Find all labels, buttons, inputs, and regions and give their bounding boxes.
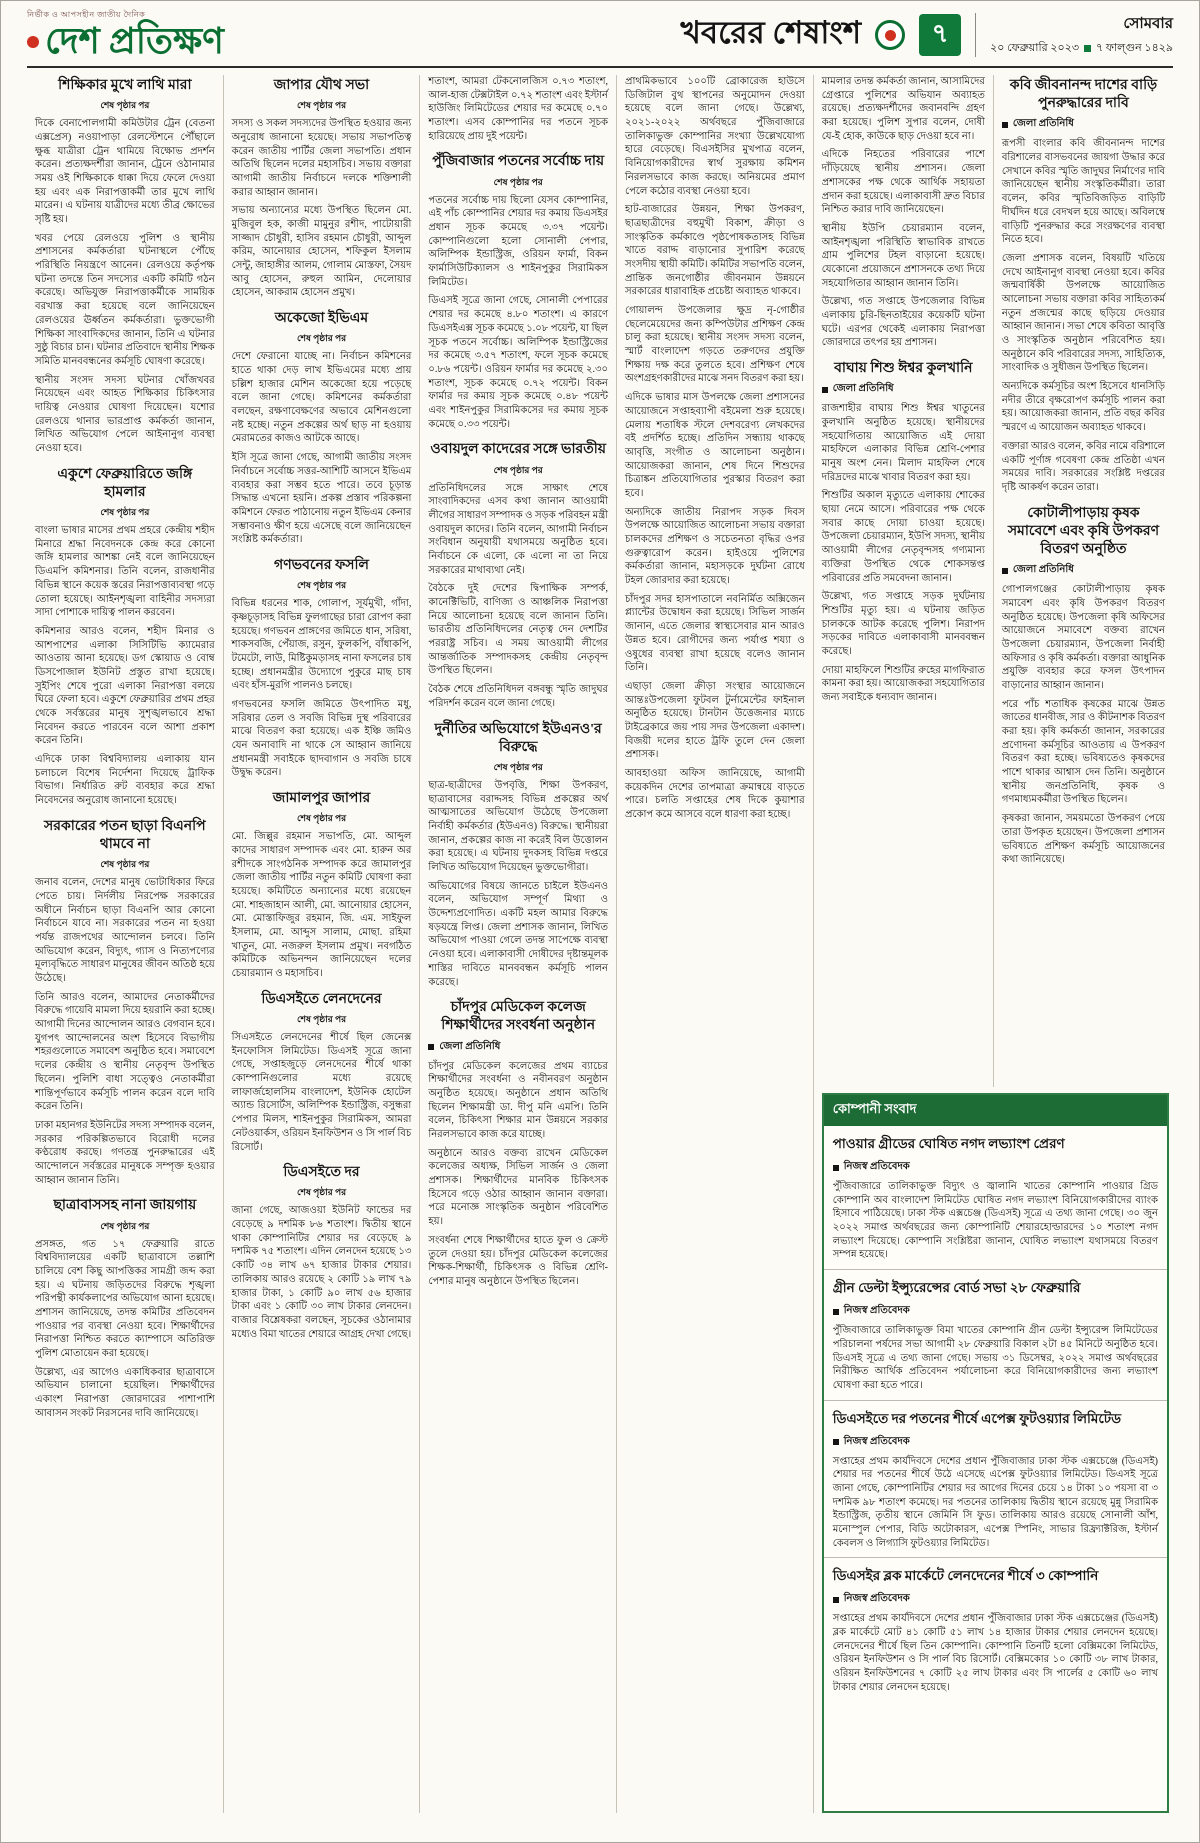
article-paragraph: দোয়া মাহফিলে শিশুটির রুহের মাগফিরাত কামনা করা হয়। আয়োজকরা সহযোগিতার জন্য সবাইকে ধন্যবাদ জানান।: [821, 664, 985, 703]
article: [232, 991, 412, 1154]
article-paragraph: সভায় অন্যান্যের মধ্যে উপস্থিত ছিলেন মো. মুজিবুল হক, কাজী মামুনুর রশীদ, পাটোয়ারী সাজ্জাদ চৌধুরী, হাসিব রহমান চৌধুরী, আব্দুল করিম, আনোয়ার হোসেন, শফিকুল ইসলাম সেন্টু, জাহাঙ্গীর আলম, গোলাম মোস্তফা, সৈয়দ আবু হোসেন, রুহুল আমিন, দেলোয়ার হোসেন, আকরাম হোসেন প্রমুখ।: [231, 205, 412, 299]
article-paragraph: শিশুটির অকাল মৃত্যুতে এলাকায় শোকের ছায়া নেমে আসে। পরিবারের পক্ষ থেকে সবার কাছে দোয়া চাওয়া হয়েছে। উপজেলা চেয়ারম্যান, ইউপি সদস্য, স্থানীয় আওয়ামী লীগের নেতৃবৃন্দসহ গণ্যমান্য ব্যক্তিরা উপস্থিত থেকে শোকসন্তপ্ত পরিবারের প্রতি সমবেদনা জানান।: [821, 490, 985, 584]
article-paragraph: উল্লেখ্য, এর আগেও একাধিকবার ছাত্রাবাসে অভিযান চালানো হয়েছিল। শিক্ষার্থীদের একাংশ নিরাপত্তা জোরদারের পাশাপাশি আবাসন সংকট নিরসনের দাবি জানিয়েছে।: [35, 1366, 215, 1419]
article-paragraph: দেশে ফেরানো যাচ্ছে না। নির্বাচন কমিশনের হাতে থাকা দেড় লাখ ইভিএমের মধ্যে প্রায় চল্লিশ হাজার মেশিন অকেজো হয়ে পড়েছে বলে জানা গেছে। কমিশনের কর্মকর্তারা বলছেন, রক্ষণাবেক্ষণের অভাবে মেশিনগুলো নষ্ট হচ্ছে। নতুন প্রকল্পের অর্থ ছাড় না হওয়ায় মেরামতের কাজও আটকে আছে।: [231, 351, 412, 445]
date-gregorian: ২০ ফেব্রুয়ারি ২০২৩: [990, 42, 1080, 54]
article-paragraph: পরে পাঁচ শতাধিক কৃষকের মাঝে উন্নত জাতের ধানবীজ, সার ও কীটনাশক বিতরণ করা হয়। কৃষি কর্মকর্তা জানান, সরকারের প্রণোদনা কর্মসূচির আওতায় এ উপকরণ বিতরণ করা হচ্ছে। ভবিষ্যতেও কৃষকদের পাশে থাকার আশ্বাস দেন তিনি। অনুষ্ঠানে স্থানীয় জনপ্রতিনিধি, কৃষক ও গণমাধ্যমকর্মীরা উপস্থিত ছিলেন।: [1001, 698, 1166, 806]
byline: [428, 1039, 608, 1056]
article-headline[interactable]: ছাত্রাবাসসহ নানা জায়গায়: [53, 1198, 197, 1214]
article: [824, 1269, 1167, 1399]
article-paragraph: ঢাকা মহানগর ইউনিটের সদস্য সম্পাদক বলেন, সরকার পরিকল্পিতভাবে বিরোধী দলের কণ্ঠরোধ করছে। গণতন্ত্র পুনরুদ্ধারের এই আন্দোলনে সর্বস্তরের মানুষকে সম্পৃক্ত হওয়ার আহ্বান জানান তিনি।: [35, 1119, 215, 1186]
news-column-3: [419, 75, 616, 1813]
article: [232, 790, 412, 981]
company-news-header: কোম্পানী সংবাদ: [824, 1095, 1167, 1126]
news-column-5: [814, 75, 993, 1087]
article-paragraph: বাংলা ভাষার মাসের প্রথম প্রহরে কেন্দ্রীয় শহীদ মিনারে শ্রদ্ধা নিবেদনকে কেন্দ্র করে কোনো জঙ্গি হামলার আশঙ্কা নেই বলে জানিয়েছেন ডিএমপি কমিশনার। তিনি বলেন, রাজধানীর বিভিন্ন স্থানে কয়েক স্তরের নিরাপত্তাব্যবস্থা গড়ে তোলা হয়েছে। আইনশৃঙ্খলা বাহিনীর সদস্যরা সাদা পোশাকে দায়িত্ব পালন করবেন।: [35, 525, 215, 619]
article-paragraph: বৈঠকে দুই দেশের দ্বিপাক্ষিক সম্পর্ক, কানেক্টিভিটি, বাণিজ্য ও আঞ্চলিক নিরাপত্তা নিয়ে আলোচনা হয়েছে বলে জানান তিনি। ভারতীয় প্রতিনিধিদলের নেতৃত্ব দেন দেশটির পররাষ্ট্র সচিব। এ সময় আওয়ামী লীগের আন্তর্জাতিক সম্পাদকসহ কেন্দ্রীয় নেতৃবৃন্দ উপস্থিত ছিলেন।: [428, 583, 609, 677]
byline: [822, 381, 985, 398]
article-headline[interactable]: দুর্নীতির অভিযোগে ইউএনও'র বিরুদ্ধে: [434, 721, 602, 755]
article-paragraph: রাজশাহীর বাঘায় শিশু ঈশ্বর খাতুনের কুলখানি অনুষ্ঠিত হয়েছে। স্থানীয়দের সহযোগিতায় আয়োজিত এই দোয়া মাহফিলে এলাকার বিভিন্ন শ্রেণি-পেশার মানুষ অংশ নেন। মিলাদ মাহফিল শেষে দরিদ্রদের মাঝে খাবার বিতরণ করা হয়।: [821, 403, 985, 483]
byline-text: নিজস্ব প্রতিবেদক: [843, 1435, 910, 1447]
article-headline[interactable]: সরকারের পতন ছাড়া বিএনপি থামবে না: [44, 818, 206, 852]
article-paragraph: বিভিন্ন ধরনের শাক, গোলাপ, সূর্যমুখী, গাঁদা, কৃষ্ণচূড়াসহ বিভিন্ন ফুলগাছের চারা রোপণ করা হয়েছে। গণভবন প্রাঙ্গণের জমিতে ধান, সরিষা, শাকসবজি, পেঁয়াজ, রসুন, ফুলকপি, বাঁধাকপি, টমেটো, লাউ, মিষ্টিকুমড়াসহ নানা ফসলের চাষ হচ্ছে। প্রধানমন্ত্রীর উদ্যোগে পুকুরে মাছ চাষ এবং হাঁস-মুরগি পালনও চলছে।: [231, 598, 412, 692]
byline-text: নিজস্ব প্রতিবেদক: [843, 1161, 910, 1172]
article-headline[interactable]: একুশে ফেব্রুয়ারিতে জঙ্গি হামলার: [57, 466, 193, 500]
continued-from-label: শেষ পৃষ্ঠার পর: [100, 100, 150, 111]
article-headline[interactable]: বাঘায় শিশু ঈশ্বর কুলখানি: [834, 361, 973, 377]
article-paragraph: মো. জিল্লুর রহমান সভাপতি, মো. আব্দুল কাদের সাধারণ সম্পাদক এবং মো. হারুন অর রশীদকে সাংগঠনিক সম্পাদক করে জামালপুর জেলা জাতীয় পার্টির নতুন কমিটি ঘোষণা করা হয়েছে। কমিটিতে অন্যান্যের মধ্যে রয়েছেন মো. শাহজাহান আলী, মো. আনোয়ার হোসেন, মো. মোস্তাফিজুর রহমান, জি. এম. সাইফুল ইসলাম, মো. আব্দুস সালাম, মোছা. রহিমা খাতুন, মো. নজরুল ইসলাম প্রমুখ। নবগঠিত কমিটিকে অভিনন্দন জানিয়েছেন দলের চেয়ারম্যান ও মহাসচিব।: [231, 831, 412, 980]
company-news-box: [822, 1093, 1169, 1813]
article-paragraph: প্রসঙ্গত, গত ১৭ ফেব্রুয়ারি রাতে বিশ্ববিদ্যালয়ের একটি ছাত্রাবাসে তল্লাশি চালিয়ে বেশ কিছু আপত্তিকর সামগ্রী জব্দ করা হয়। এ ঘটনায় জড়িতদের বিরুদ্ধে শৃঙ্খলা পরিপন্থী কার্যকলাপের অভিযোগ আনা হয়েছে। প্রশাসন জানিয়েছে, তদন্ত কমিটির প্রতিবেদন পাওয়ার পর ব্যবস্থা নেওয়া হবে। শিক্ষার্থীদের নিরাপত্তা নিশ্চিত করতে ক্যাম্পাসে অতিরিক্ত পুলিশ মোতায়েন করা হয়েছে।: [35, 1238, 215, 1359]
article: [428, 153, 608, 431]
article-paragraph: পুঁজিবাজারে তালিকাভুক্ত বিমা খাতের কোম্পানি গ্রীন ডেল্টা ইন্স্যুরেন্স লিমিটেডের পরিচালনা পর্ষদের সভা আগামী ২৮ ফেব্রুয়ারি বিকাল ২টা ৪৫ মিনিটে অনুষ্ঠিত হবে। ডিএসই সূত্রে এ তথ্য জানা গেছে। সভায় ৩১ ডিসেম্বর, ২০২২ সমাপ্ত অর্থবছরের নিরীক্ষিত আর্থিক প্রতিবেদন পর্যালোচনা করে বিনিয়োগকারীদের জন্য লভ্যাংশ ঘোষণা করা হতে পারে।: [832, 1325, 1159, 1391]
article: [822, 75, 985, 350]
byline-bullet-icon: [833, 1165, 839, 1171]
article-paragraph: এদিকে ভাষার মাস উপলক্ষে জেলা প্রশাসনের আয়োজনে সপ্তাহব্যাপী বইমেলা শুরু হয়েছে। মেলায় শতাধিক স্টলে দেশবরেণ্য লেখকদের বই প্রদর্শিত হচ্ছে। প্রতিদিন সন্ধ্যায় থাকছে আবৃত্তি, সংগীত ও আলোচনা অনুষ্ঠান। আয়োজকরা জানান, শেষ দিনে শিশুদের চিত্রাঙ্কন প্রতিযোগিতার পুরস্কার বিতরণ করা হবে।: [625, 392, 805, 499]
article: [35, 818, 215, 1188]
article-headline[interactable]: শিক্ষিকার মুখে লাথি মারা: [58, 78, 192, 93]
article-paragraph: সদস্য ও সকল সদস্যদের উপস্থিত হওয়ার জন্য অনুরোধ জানানো হয়েছে। সভায় সভাপতিত্ব করেন জাতীয় পার্টির জেলা সভাপতি। প্রধান অতিথি ছিলেন দলের মহাসচিব। সভায় বক্তারা আগামী জাতীয় নির্বাচনে দলকে শক্তিশালী করার আহ্বান জানান।: [231, 118, 412, 198]
masthead-rule: [27, 66, 1173, 68]
article-headline[interactable]: জামালপুর জাপার: [272, 791, 371, 807]
byline-bullet-icon: [1002, 568, 1008, 574]
article-paragraph: কমিশনার আরও বলেন, শহীদ মিনার ও আশপাশের এলাকা সিসিটিভি ক্যামেরার আওতায় আনা হয়েছে। ডগ স্কোয়াড ও বোম্ব ডিসপোজাল ইউনিট প্রস্তুত রাখা হয়েছে। সুইপিং শেষে পুরো এলাকা নিরাপত্তা বলয়ে ঘিরে ফেলা হবে। একুশে ফেব্রুয়ারির প্রথম প্রহর থেকে সর্বস্তরের মানুষ সুশৃঙ্খলভাবে শ্রদ্ধা নিবেদন করতে পারবেন বলে আশা প্রকাশ করেন তিনি।: [35, 625, 215, 747]
article-paragraph: পুঁজিবাজারে তালিকাভুক্ত বিদ্যুৎ ও জ্বালানি খাতের কোম্পানি পাওয়ার গ্রিড কোম্পানি অব বাংলাদেশ লিমিটেড ঘোষিত নগদ লভ্যাংশ বিনিয়োগকারীদের ব্যাংক হিসাবে পাঠিয়েছে। ঢাকা স্টক এক্সচেঞ্জ (ডিএসই) সূত্রে এ তথ্য জানা গেছে। ৩০ জুন ২০২২ সমাপ্ত অর্থবছরের জন্য কোম্পানিটি শেয়ারহোল্ডারদের ১০ শতাংশ নগদ লভ্যাংশ দিয়েছে। কোম্পানি সংশ্লিষ্টরা জানান, ঘোষিত লভ্যাংশ যথাসময়ে বিতরণ সম্পন্ন হয়েছে।: [832, 1181, 1159, 1261]
company-articles: [824, 1126, 1167, 1702]
article-paragraph: গোপালগঞ্জের কোটালীপাড়ায় কৃষক সমাবেশ এবং কৃষি উপকরণ বিতরণ অনুষ্ঠিত হয়েছে। উপজেলা কৃষি অফিসের আয়োজনে সমাবেশে বক্তব্য রাখেন উপজেলা চেয়ারম্যান, উপজেলা নির্বাহী অফিসার ও কৃষি কর্মকর্তা। বক্তারা আধুনিক প্রযুক্তি ব্যবহার করে ফসল উৎপাদন বাড়ানোর আহ্বান জানান।: [1001, 584, 1166, 691]
article: [35, 466, 215, 808]
article-paragraph: প্রাথমিকভাবে ১০০টি ব্রোকারেজ হাউসে ডিজিটাল বুথ স্থাপনের অনুমোদন দেওয়া হয়েছে বলে জানা গেছে। উল্লেখ্য, ২০২১-২০২২ অর্থবছরে পুঁজিবাজারে তালিকাভুক্ত কোম্পানির সংখ্যা উল্লেখযোগ্য হারে বেড়েছে। বিএসইসির মুখপাত্র বলেন, বিনিয়োগকারীদের স্বার্থ সুরক্ষায় কমিশন নিরলসভাবে কাজ করছে। অনিয়মের প্রমাণ পেলে কঠোর ব্যবস্থা নেওয়া হবে।: [625, 76, 805, 197]
article: [232, 310, 412, 547]
news-column-1: [27, 75, 223, 1813]
continued-from-label: শেষ পৃষ্ঠার পর: [493, 464, 543, 475]
paper-name: দেশ প্রতিক্ষণ: [45, 21, 224, 62]
article: [428, 75, 608, 143]
page-number-badge: ৭: [919, 14, 961, 56]
date-bengali: ৭ ফাল্গুন ১৪২৯: [1096, 42, 1173, 54]
continued-from-label: শেষ পৃষ্ঠার পর: [296, 100, 347, 111]
section-emblem-icon: [875, 20, 905, 50]
weekday-label: সোমবার: [1123, 16, 1173, 32]
article-paragraph: সপ্তাহের প্রথম কার্যদিবসে দেশের প্রধান পুঁজিবাজার ঢাকা স্টক এক্সচেঞ্জে (ডিএসই) শেয়ার দর পতনের শীর্ষে উঠে এসেছে এপেক্স ফুটওয়্যার লিমিটেড। ডিএসই সূত্রে জানা গেছে, কোম্পানিটির শেয়ার দর আগের দিনের চেয়ে ১৪ টাকা ১০ পয়সা বা ৩ দশমিক ৯৮ শতাংশ কমেছে। দর পতনের তালিকায় দ্বিতীয় স্থানে রয়েছে মুন্নু সিরামিক ইন্ডাস্ট্রিজ, তৃতীয় স্থানে জেমিনি সি ফুড। তালিকায় আরও রয়েছে সোনালী আঁশ, মনোস্পুল পেপার, বিডি অটোকারস, এপেক্স স্পিনিং, সাভার রিফ্র্যাক্টরিজ, ইস্টার্ন কেবলস ও লিগ্যাসি ফুটওয়্যার লিমিটেড।: [832, 1455, 1159, 1549]
article: [35, 77, 215, 456]
article-headline[interactable]: ডিএসইতে দর: [283, 1165, 360, 1181]
section-title: খবরের শেষাংশ: [680, 15, 862, 50]
article: [428, 999, 608, 1288]
byline-bullet-icon: [428, 1044, 434, 1050]
masthead: [27, 9, 1173, 61]
article-paragraph: বৈঠক শেষে প্রতিনিধিদল বঙ্গবন্ধু স্মৃতি জাদুঘর পরিদর্শন করেন বলে জানা গেছে।: [428, 684, 609, 709]
article-paragraph: গোয়ালন্দ উপজেলার ক্ষুদ্র নৃ-গোষ্ঠীর ছেলেমেয়েদের জন্য কম্পিউটার প্রশিক্ষণ কেন্দ্র চালু করা হয়েছে। স্থানীয় সংসদ সদস্য বলেন, স্মার্ট বাংলাদেশ গড়তে তরুণদের প্রযুক্তি শিক্ষায় দক্ষ করে তুলতে হবে। প্রশিক্ষণ শেষে অংশগ্রহণকারীদের মাঝে সনদ বিতরণ করা হয়।: [625, 305, 805, 385]
article-paragraph: সিএসইতে লেনদেনের শীর্ষে ছিল জেনেক্স ইনফোসিস লিমিটেড। ডিএসই সূত্রে জানা গেছে, সপ্তাহজুড়ে লেনদেনের শীর্ষে থাকা কোম্পানিগুলোর মধ্যে রয়েছে লাফার্জহোলসিম বাংলাদেশ, ইউনিক হোটেল অ্যান্ড রিসোর্টস, অলিম্পিক ইন্ডাস্ট্রিজ, বসুন্ধরা পেপার মিলস, শাইনপুকুর সিরামিকস, আমরা নেটওয়ার্কস, ওরিয়ন ইনফিউশন ও সি পার্ল বিচ রিসোর্ট।: [231, 1032, 412, 1153]
article-paragraph: আবহাওয়া অফিস জানিয়েছে, আগামী কয়েকদিন দেশের তাপমাত্রা ক্রমান্বয়ে বাড়তে পারে। চলতি সপ্তাহের শেষ দিকে কুয়াশার প্রকোপ কমে আসবে বলে ধারণা করা হচ্ছে।: [625, 768, 805, 821]
article-paragraph: কৃষকরা জানান, সময়মতো উপকরণ পেয়ে তারা উপকৃত হয়েছেন। উপজেলা প্রশাসন ভবিষ্যতে প্রশিক্ষণ কর্মসূচি আয়োজনের কথা জানিয়েছে।: [1001, 813, 1166, 866]
byline: [833, 1434, 1158, 1451]
article-paragraph: স্থানীয় ইউপি চেয়ারম্যান বলেন, আইনশৃঙ্খলা পরিস্থিতি স্বাভাবিক রাখতে গ্রাম পুলিশের টহল বাড়ানো হয়েছে। যেকোনো প্রয়োজনে প্রশাসনকে তথ্য দিয়ে সহযোগিতার আহ্বান জানান তিনি।: [821, 222, 985, 289]
article-paragraph: অনুষ্ঠানে আরও বক্তব্য রাখেন মেডিকেল কলেজের অধ্যক্ষ, সিভিল সার্জন ও জেলা প্রশাসক। শিক্ষার্থীদের মানবিক চিকিৎসক হিসেবে গড়ে ওঠার আহ্বান জানান বক্তারা। পরে মনোজ্ঞ সাংস্কৃতিক অনুষ্ঠান পরিবেশিত হয়।: [428, 1147, 609, 1228]
article-paragraph: এদিকে ঢাকা বিশ্ববিদ্যালয় এলাকায় যান চলাচলে বিশেষ নির্দেশনা দিয়েছে ট্রাফিক বিভাগ। নির্ধারিত রুট ব্যবহার করে শ্রদ্ধা নিবেদনের অনুরোধ জানানো হয়েছে।: [35, 754, 215, 807]
continued-from-label: শেষ পৃষ্ঠার পর: [296, 580, 347, 591]
byline-text: জেলা প্রতিনিধি: [832, 383, 894, 395]
article-paragraph: ইসি সূত্রে জানা গেছে, আগামী জাতীয় সংসদ নির্বাচনে সর্বোচ্চ সত্তর-আশিটি আসনে ইভিএম ব্যবহার করা সম্ভব হতে পারে। তবে চূড়ান্ত সিদ্ধান্ত এখনো হয়নি। প্রকল্প প্রস্তাব পরিকল্পনা কমিশনে ফেরত পাঠানোয় নতুন ইভিএম কেনার সম্ভাবনাও ক্ষীণ হয়ে এসেছে বলে জানিয়েছেন সংশ্লিষ্ট কর্মকর্তারা।: [231, 452, 412, 546]
article-headline[interactable]: জাপার যৌথ সভা: [273, 78, 370, 93]
byline: [833, 1303, 1158, 1320]
paper-tagline: নির্ভীক ও আপসহীন জাতীয় দৈনিক: [27, 10, 146, 20]
byline: [833, 1591, 1158, 1608]
article-paragraph: অন্যদিকে জাতীয় নিরাপদ সড়ক দিবস উপলক্ষে আয়োজিত আলোচনা সভায় বক্তারা চালকদের প্রশিক্ষণ ও সচেতনতা বৃদ্ধির ওপর গুরুত্বারোপ করেন। হাইওয়ে পুলিশের কর্মকর্তারা জানান, মহাসড়কে দুর্ঘটনা রোধে টহল জোরদার করা হয়েছে।: [625, 506, 805, 587]
article: [822, 360, 985, 705]
article-paragraph: রূপসী বাংলার কবি জীবনানন্দ দাশের বরিশালের বাসভবনের জায়গা উদ্ধার করে সেখানে কবির স্মৃতি জাদুঘর নির্মাণের দাবি জানিয়েছেন স্থানীয় সংস্কৃতিকর্মীরা। তারা বলেন, কবির স্মৃতিবিজড়িত বাড়িটি দীর্ঘদিন ধরে বেদখল হয়ে আছে। অবিলম্বে বাড়িটি পুনরুদ্ধার করে সংরক্ষণের ব্যবস্থা নিতে হবে।: [1001, 138, 1166, 246]
article: [1002, 77, 1165, 495]
article-headline[interactable]: গ্রীন ডেল্টা ইন্স্যুরেন্সের বোর্ড সভা ২৮ ফেব্রুয়ারি: [832, 1280, 1081, 1296]
content-area: [27, 75, 1173, 1813]
byline: [833, 1159, 1158, 1176]
article-paragraph: স্থানীয় সংসদ সদস্য ঘটনার খোঁজখবর নিয়েছেন এবং আহত শিক্ষিকার চিকিৎসার দায়িত্ব নেওয়ার ঘোষণা দিয়েছেন। যশোর রেলওয়ে থানার ভারপ্রাপ্ত কর্মকর্তা জানান, লিখিত অভিযোগ পেলে আইনানুগ ব্যবস্থা নেওয়া হবে।: [35, 374, 215, 454]
byline-bullet-icon: [833, 1439, 839, 1445]
article: [1002, 505, 1165, 867]
byline-text: নিজস্ব প্রতিবেদক: [843, 1305, 910, 1317]
article-paragraph: অন্যদিকে কর্মসূচির অংশ হিসেবে ধানসিড়ি নদীর তীরে বৃক্ষরোপণ কর্মসূচি পালন করা হয়। আয়োজকরা জানান, প্রতি বছর কবির স্মরণে এ আয়োজন অব্যাহত থাকবে।: [1001, 381, 1166, 434]
article: [232, 77, 412, 300]
right-columns: [814, 75, 1173, 1087]
right-section: [813, 75, 1173, 1813]
byline-text: জেলা প্রতিনিধি: [1012, 564, 1074, 576]
news-column-6: [993, 75, 1173, 1087]
date-block: [990, 12, 1173, 58]
news-column-4: [616, 75, 813, 1813]
byline: [1002, 116, 1165, 133]
continued-from-label: শেষ পৃষ্ঠার পর: [100, 859, 150, 870]
article-headline[interactable]: অকেজো ইভিএম: [274, 311, 369, 327]
article-paragraph: পতনের সর্বোচ্চ দায় ছিলো যেসব কোম্পানির, এই পাঁচ কোম্পানির শেয়ার দর কমায় ডিএসইর প্রধান সূচক কমেছে ৩.৩৭ পয়েন্ট। কোম্পানিগুলো হলো সোনালী পেপার, অলিম্পিক ইন্ডাস্ট্রিজ, ওরিয়ন ফার্মা, বিকন ফার্মাসিউটিক্যালস ও শাইনপুকুর সিরামিকস লিমিটেড।: [428, 194, 609, 288]
article-headline[interactable]: ডিএসইর ব্লক মার্কেটে লেনদেনের শীর্ষে ৩ কোম্পানি: [832, 1568, 1099, 1584]
article-paragraph: জেলা প্রশাসক বলেন, বিষয়টি খতিয়ে দেখে আইনানুগ ব্যবস্থা নেওয়া হবে। কবির জন্মবার্ষিকী উপলক্ষে আয়োজিত আলোচনা সভায় বক্তারা কবির সাহিত্যকর্ম নতুন প্রজন্মের কাছে ছড়িয়ে দেওয়ার আহ্বান জানান। সভা শেষে কবিতা আবৃত্তি ও সাংস্কৃতিক অনুষ্ঠান পরিবেশিত হয়। অনুষ্ঠানে কবি পরিবারের সদস্য, সাহিত্যিক, সাংবাদিক ও সুধীজন উপস্থিত ছিলেন।: [1001, 252, 1166, 374]
article-headline[interactable]: কোটালীপাড়ায় কৃষক সমাবেশে এবং কৃষি উপকরণ বিতরণ অনুষ্ঠিত: [1007, 505, 1160, 557]
article-headline[interactable]: ডিএসইতে দর পতনের শীর্ষে এপেক্স ফুটওয়্যার লিমিটেড: [832, 1410, 1122, 1426]
article-paragraph: গণভবনের ফসলি জমিতে উৎপাদিত মধু, সরিষার তেল ও সবজি বিভিন্ন দুস্থ পরিবারের মাঝে বিতরণ করা হয়েছে। এক ইঞ্চি জমিও যেন অনাবাদি না থাকে সে আহ্বান জানিয়ে প্রধানমন্ত্রী সবাইকে ছাদবাগান ও সবজি চাষে উদ্বুদ্ধ করেন।: [231, 698, 412, 779]
article-headline[interactable]: ডিএসইতে লেনদেনের: [261, 991, 382, 1007]
article-paragraph: এদিকে নিহতের পরিবারের পাশে দাঁড়িয়েছে স্থানীয় প্রশাসন। জেলা প্রশাসকের পক্ষ থেকে আর্থিক সহায়তা প্রদান করা হয়েছে। এলাকাবাসী দ্রুত বিচার নিশ্চিত করার দাবি জানিয়েছেন।: [821, 149, 985, 216]
byline: [1002, 562, 1165, 579]
article-paragraph: জানা গেছে, আজওয়া ইউনিট ফান্ডের দর বেড়েছে ৯ দশমিক ৮৬ শতাংশ। দ্বিতীয় স্থানে থাকা কোম্পানিটির শেয়ার দর বেড়েছে ৯ দশমিক ৭৫ শতাংশ। এদিন লেনদেন হয়েছে ১৩ কোটি ৩৪ লাখ ৬৭ হাজার টাকার শেয়ার। তালিকায় আরও রয়েছে ২ কোটি ১৯ লাখ ৭৯ হাজার টাকা, ১ কোটি ৯০ লাখ ৫৬ হাজার টাকা এবং ১ কোটি ৩০ লাখ টাকার লেনদেন। বাজার বিশ্লেষকরা বলছেন, সূচকের ওঠানামার মধ্যেও বিমা খাতের শেয়ারে আগ্রহ দেখা গেছে।: [231, 1205, 412, 1340]
byline-text: জেলা প্রতিনিধি: [439, 1040, 501, 1052]
article-paragraph: হাট-বাজারের উন্নয়ন, শিক্ষা উপকরণ, ছাত্রছাত্রীদের বহুমুখী বিকাশ, ক্রীড়া ও সাংস্কৃতিক কর্মকাণ্ডে পৃষ্ঠপোষকতাসহ বিভিন্ন খাতে বরাদ্দ বাড়ানোর সুপারিশ করেছে সংসদীয় স্থায়ী কমিটি। কমিটির সভাপতি বলেন, প্রান্তিক জনগোষ্ঠীর জীবনমান উন্নয়নে সরকারের ধারাবাহিক প্রচেষ্টা অব্যাহত থাকবে।: [625, 204, 805, 298]
header-divider: [975, 13, 976, 57]
article: [824, 1126, 1167, 1269]
date-line: [990, 39, 1173, 58]
article-paragraph: দিকে বেনাপোলগামী কমিউটার ট্রেন (বেতনা এক্সপ্রেস) নওয়াপাড়া রেলস্টেশনে পৌঁছালে ক্ষুব্ধ যাত্রীরা ট্রেন থামিয়ে বিক্ষোভ প্রদর্শন করেন। প্রত্যক্ষদর্শীরা জানান, ট্রেনে ওঠানামার সময় ওই শিক্ষিকাকে ধাক্কা দিয়ে ফেলে দেওয়া হয় এবং এক নিরাপত্তাকর্মী তার মুখে লাথি মারেন। এ ঘটনায় যাত্রীদের মধ্যে তীব্র ক্ষোভের সৃষ্টি হয়।: [35, 118, 215, 225]
article-paragraph: উল্লেখ্য, গত সপ্তাহে উপজেলার বিভিন্ন এলাকায় চুরি-ছিনতাইয়ের কয়েকটি ঘটনা ঘটে। এরপর থেকেই এলাকায় নিরাপত্তা জোরদারে তৎপর হয় প্রশাসন।: [821, 296, 985, 349]
continued-from-label: শেষ পৃষ্ঠার পর: [493, 761, 543, 772]
article-headline[interactable]: ওবায়দুল কাদেরের সঙ্গে ভারতীয়: [430, 442, 607, 458]
article: [625, 75, 805, 822]
article-paragraph: প্রতিনিধিদলের সঙ্গে সাক্ষাৎ শেষে সাংবাদিকদের এসব কথা জানান আওয়ামী লীগের সাধারণ সম্পাদক ও সড়ক পরিবহন মন্ত্রী ওবায়দুল কাদের। তিনি বলেন, আগামী নির্বাচন সংবিধান অনুযায়ী যথাসময়ে অনুষ্ঠিত হবে। নির্বাচনে কে এলো, কে এলো না তা নিয়ে সরকারের মাথাব্যথা নেই।: [428, 482, 609, 576]
article-paragraph: এছাড়া জেলা ক্রীড়া সংস্থার আয়োজনে আন্তঃউপজেলা ফুটবল টুর্নামেন্টের ফাইনাল অনুষ্ঠিত হয়েছে। টানটান উত্তেজনার ম্যাচে টাইব্রেকারে জয় পায় সদর উপজেলা একাদশ। বিজয়ী দলের হাতে ট্রফি তুলে দেন জেলা প্রশাসক।: [625, 680, 805, 761]
article-headline[interactable]: চাঁদপুর মেডিকেল কলেজ শিক্ষার্থীদের সংবর্ধনা অনুষ্ঠান: [441, 1000, 596, 1034]
byline-text: জেলা প্রতিনিধি: [1012, 118, 1074, 130]
article-paragraph: মামলার তদন্ত কর্মকর্তা জানান, আসামিদের গ্রেপ্তারে পুলিশের অভিযান অব্যাহত রয়েছে। প্রত্যক্ষদর্শীদের জবানবন্দি গ্রহণ করা হয়েছে। পুলিশ সুপার বলেন, দোষী যে-ই হোক, কাউকে ছাড় দেওয়া হবে না।: [821, 76, 985, 142]
article-headline[interactable]: গণভবনের ফসলি: [274, 557, 369, 573]
article-paragraph: অভিযোগের বিষয়ে জানতে চাইলে ইউএনও বলেন, অভিযোগ সম্পূর্ণ মিথ্যা ও উদ্দেশ্যপ্রণোদিত। একটি মহল আমার বিরুদ্ধে ষড়যন্ত্রে লিপ্ত। জেলা প্রশাসক জানান, লিখিত অভিযোগ পাওয়া গেলে তদন্ত সাপেক্ষে ব্যবস্থা নেওয়া হবে। এলাকাবাসী দোষীদের দৃষ্টান্তমূলক শাস্তির দাবিতে মানববন্ধন কর্মসূচি পালন করেছে।: [428, 880, 609, 988]
article-headline[interactable]: পুঁজিবাজার পতনের সর্বোচ্চ দায়: [432, 154, 605, 170]
article-paragraph: চাঁদপুর সদর হাসপাতালে নবনির্মিত অক্সিজেন প্ল্যান্টের উদ্বোধন করা হয়েছে। সিভিল সার্জন জানান, এতে জেলার স্বাস্থ্যসেবার মান আরও উন্নত হবে। রোগীদের জন্য পর্যাপ্ত শয্যা ও ওষুধের ব্যবস্থা রাখা হয়েছে বলেও জানান তিনি।: [625, 593, 805, 674]
continued-from-label: শেষ পৃষ্ঠার পর: [296, 1014, 347, 1024]
news-column-2: [223, 75, 420, 1813]
article-paragraph: খবর পেয়ে রেলওয়ে পুলিশ ও স্থানীয় প্রশাসনের কর্মকর্তারা ঘটনাস্থলে পৌঁছে পরিস্থিতি নিয়ন্ত্রণে আনেন। রেলওয়ে কর্তৃপক্ষ ঘটনা তদন্তে তিন সদস্যের একটি কমিটি গঠন করেছে। অভিযুক্ত নিরাপত্তাকর্মীকে সাময়িক বরখাস্ত করা হয়েছে বলে জানিয়েছেন রেলওয়ের ঊর্ধ্বতন কর্মকর্তারা। ভুক্তভোগী শিক্ষিকা সাংবাদিকদের জানান, তিনি এ ঘটনার সুষ্ঠু বিচার চান। ঘটনার প্রতিবাদে স্থানীয় শিক্ষক সমিতি মানববন্ধনের কর্মসূচি ঘোষণা করেছে।: [35, 232, 215, 367]
article-paragraph: উল্লেখ্য, গত সপ্তাহে সড়ক দুর্ঘটনায় শিশুটির মৃত্যু হয়। এ ঘটনায় জড়িত চালককে আটক করেছে পুলিশ। নিরাপদ সড়কের দাবিতে এলাকাবাসী মানববন্ধন করেছে।: [821, 591, 985, 657]
article-paragraph: চাঁদপুর মেডিকেল কলেজের প্রথম ব্যাচের শিক্ষার্থীদের সংবর্ধনা ও নবীনবরণ অনুষ্ঠান অনুষ্ঠিত হয়েছে। অনুষ্ঠানে প্রধান অতিথি ছিলেন শিক্ষামন্ত্রী ডা. দীপু মনি এমপি। তিনি বলেন, চিকিৎসা শিক্ষার মান উন্নয়নে সরকার নিরলসভাবে কাজ করে যাচ্ছে।: [428, 1060, 609, 1140]
continued-from-label: শেষ পৃষ্ঠার পর: [296, 813, 347, 824]
byline-text: নিজস্ব প্রতিবেদক: [843, 1593, 910, 1605]
continued-from-label: শেষ পৃষ্ঠার পর: [100, 507, 150, 518]
byline-bullet-icon: [1002, 122, 1008, 128]
continued-from-label: শেষ পৃষ্ঠার পর: [100, 1220, 150, 1231]
logo-sun-icon: [27, 36, 39, 48]
article: [35, 1197, 215, 1420]
article-headline[interactable]: পাওয়ার গ্রীডের ঘোষিত নগদ লভ্যাংশ প্রেরণ: [832, 1136, 1065, 1151]
continued-from-label: শেষ পৃষ্ঠার পর: [493, 176, 543, 187]
article: [428, 441, 608, 710]
byline-bullet-icon: [822, 387, 828, 393]
article-paragraph: সংবর্ধনা শেষে শিক্ষার্থীদের হাতে ফুল ও ক্রেস্ট তুলে দেওয়া হয়। চাঁদপুর মেডিকেল কলেজের শিক্ষক-শিক্ষার্থী, চিকিৎসক ও বিভিন্ন শ্রেণি-পেশার মানুষ অনুষ্ঠানে উপস্থিত ছিলেন।: [428, 1234, 609, 1287]
continued-from-label: শেষ পৃষ্ঠার পর: [296, 333, 347, 344]
byline-bullet-icon: [833, 1597, 839, 1603]
article-paragraph: জনাব বলেন, দেশের মানুষ ভোটাধিকার ফিরে পেতে চায়। নির্দলীয় নিরপেক্ষ সরকারের অধীনে নির্বাচন ছাড়া বিএনপি আর কোনো নির্বাচনে যাবে না। সরকারের পতন না হওয়া পর্যন্ত রাজপথের আন্দোলন চলবে। তিনি অভিযোগ করেন, বিদ্যুৎ, গ্যাস ও নিত্যপণ্যের মূল্যবৃদ্ধিতে সাধারণ মানুষের জীবন অতিষ্ঠ হয়ে উঠেছে।: [35, 877, 215, 984]
article: [428, 721, 608, 990]
article-paragraph: শতাংশ, আমরা টেকনোলজিস ০.৭৩ শতাংশ, আল-হাজ টেক্সটাইল ০.৭২ শতাংশ এবং ইস্টার্ন হাউজিং লিমিটেডের শেয়ার দর কমেছে ০.৭০ শতাংশ। এসব কোম্পানির দর পতনে সূচক হারিয়েছে প্রায় দুই পয়েন্ট।: [428, 76, 609, 142]
article: [824, 1557, 1167, 1701]
continued-from-label: শেষ পৃষ্ঠার পর: [296, 1187, 347, 1198]
article-paragraph: বক্তারা আরও বলেন, কবির নামে বরিশালে একটি পূর্ণাঙ্গ গবেষণা কেন্দ্র প্রতিষ্ঠা এখন সময়ের দাবি। সরকারের সংশ্লিষ্ট দপ্তরের দৃষ্টি আকর্ষণ করেন তারা।: [1001, 440, 1166, 493]
article-paragraph: ডিএসই সূত্রে জানা গেছে, সোনালী পেপারের শেয়ার দর কমেছে ৪.৮০ শতাংশ। এ কারণে ডিএসইএক্স সূচক কমেছে ১.০৮ পয়েন্ট, যা ছিল সূচক পতনে সর্বোচ্চ। অলিম্পিক ইন্ডাস্ট্রিজের দর কমেছে ৩.৫৭ শতাংশ, ফলে সূচক কমেছে ০.৮৬ পয়েন্ট। ওরিয়ন ফার্মার দর কমেছে ২.৩০ শতাংশ, সূচক কমেছে ০.৭২ পয়েন্ট। বিকন ফার্মার দর কমায় সূচক কমেছে ০.৪৮ পয়েন্ট এবং শাইনপুকুর সিরামিকসের দর কমায় সূচক কমেছে ০.৩৩ পয়েন্ট।: [428, 295, 609, 430]
article: [232, 1164, 412, 1341]
paper-brand: [27, 9, 277, 61]
byline-bullet-icon: [833, 1309, 839, 1315]
article-paragraph: তিনি আরও বলেন, আমাদের নেতাকর্মীদের বিরুদ্ধে গায়েবি মামলা দিয়ে হয়রানি করা হচ্ছে। আগামী দিনের আন্দোলন আরও বেগবান হবে। যুগপৎ আন্দোলনের অংশ হিসেবে বিভাগীয় শহরগুলোতে সমাবেশ অনুষ্ঠিত হবে। সমাবেশে দলের কেন্দ্রীয় ও স্থানীয় নেতৃবৃন্দ উপস্থিত ছিলেন। পুলিশি বাধা সত্ত্বেও নেতাকর্মীরা শান্তিপূর্ণভাবে কর্মসূচি পালন করেন বলে দাবি করেন তিনি।: [35, 991, 215, 1113]
date-separator-icon: [1084, 45, 1091, 52]
masthead-right: [680, 9, 1173, 61]
article-paragraph: ছাত্র-ছাত্রীদের উপবৃত্তি, শিক্ষা উপকরণ, ছাত্রাবাসের বরাদ্দসহ বিভিন্ন প্রকল্পের অর্থ আত্মসাতের অভিযোগ উঠেছে উপজেলা নির্বাহী কর্মকর্তার (ইউএনও) বিরুদ্ধে। স্থানীয়রা জানান, প্রকল্পের কাজ না করেই বিল উত্তোলন করা হয়েছে। এ ঘটনায় দুদকসহ বিভিন্ন দপ্তরে লিখিত অভিযোগ দিয়েছেন ভুক্তভোগীরা।: [428, 779, 609, 873]
article-paragraph: সপ্তাহের প্রথম কার্যদিবসে দেশের প্রধান পুঁজিবাজার ঢাকা স্টক এক্সচেঞ্জের (ডিএসই) ব্লক মার্কেটে মোট ৪১ কোটি ৫১ লাখ ১৪ হাজার টাকার শেয়ার লেনদেন হয়েছে। লেনদেনের শীর্ষে ছিল তিন কোম্পানি। কোম্পানি তিনটি হলো বেক্সিমকো লিমিটেড, ওরিয়ন ইনফিউশন ও সি পার্ল বিচ রিসোর্ট। বেক্সিমকোর ১০ কোটি ৩৮ লাখ টাকার, ওরিয়ন ইনফিউশনের ৭ কোটি ২৫ লাখ টাকার এবং সি পার্লের ৫ কোটি ৬০ লাখ টাকার শেয়ার লেনদেন হয়েছে।: [832, 1613, 1159, 1693]
article: [824, 1400, 1167, 1558]
article: [232, 557, 412, 780]
article-headline[interactable]: কবি জীবনানন্দ দাশের বাড়ি পুনরুদ্ধারের দাবি: [1009, 78, 1158, 112]
